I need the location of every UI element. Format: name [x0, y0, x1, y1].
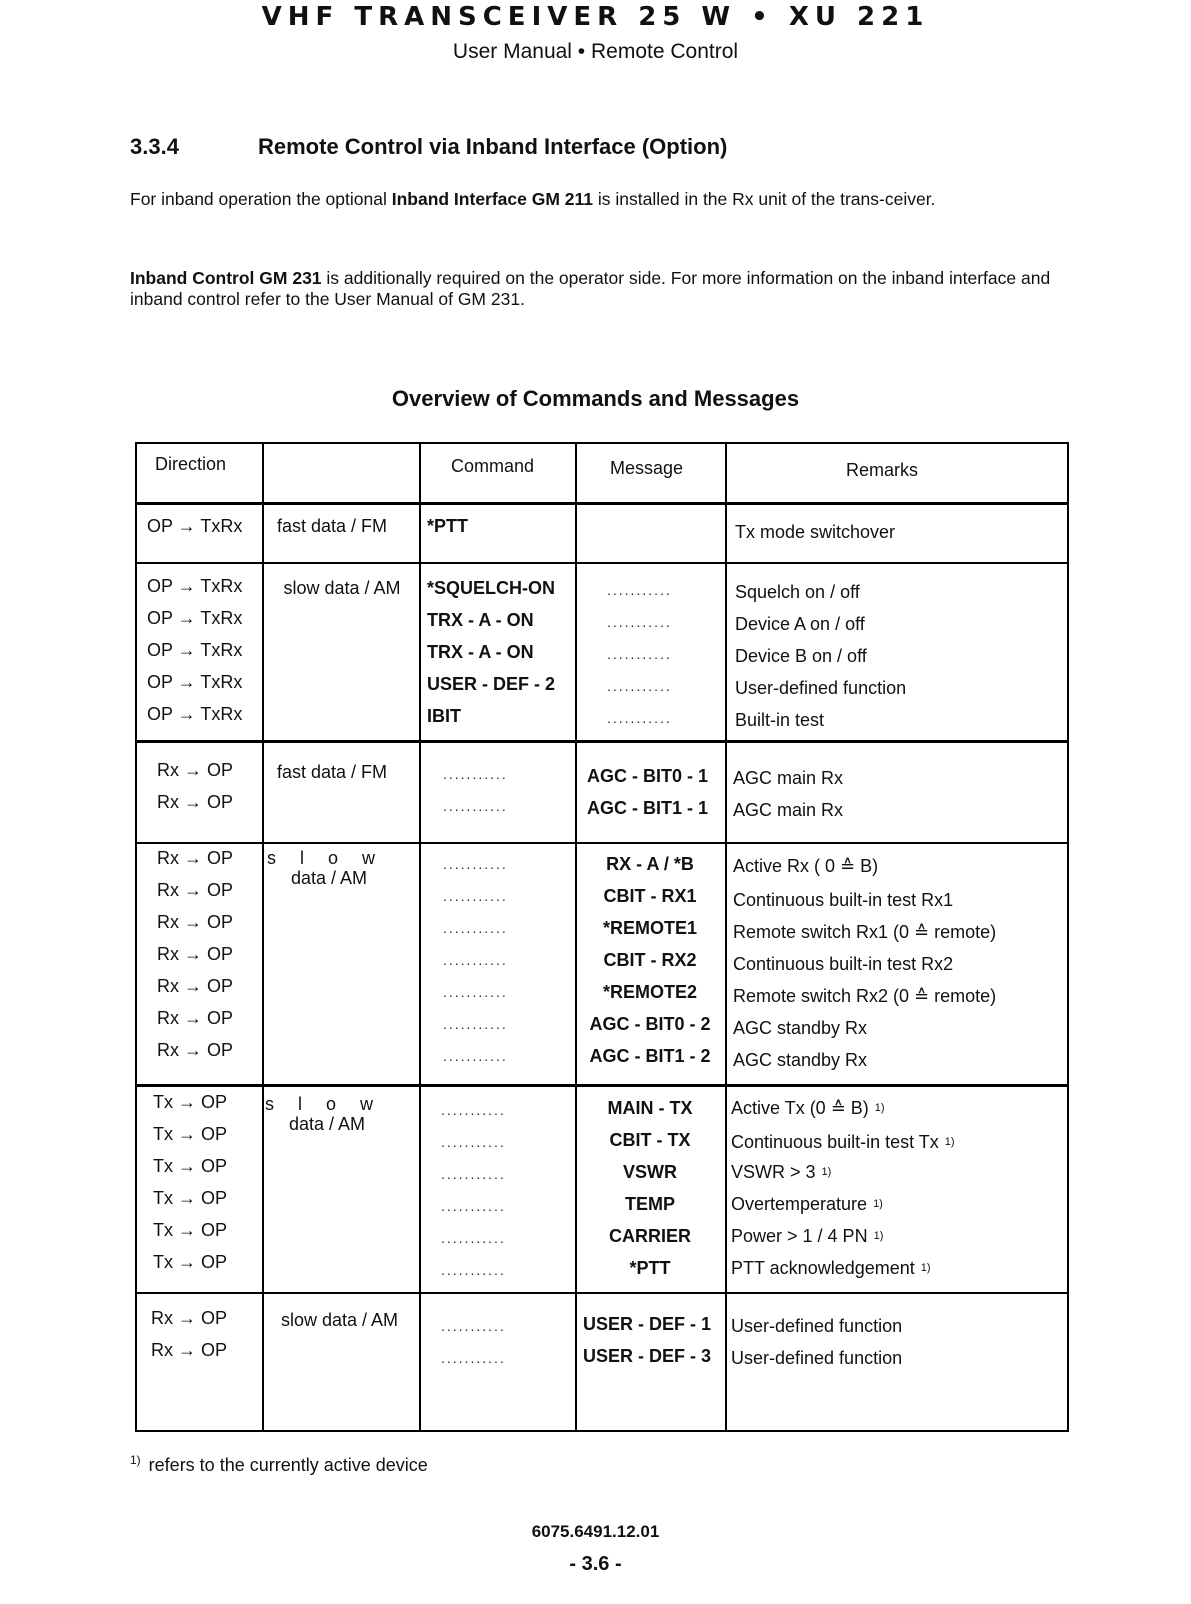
paragraph-1-text-c: is installed in the Rx unit of the trans-ceiver.: [593, 189, 936, 209]
row-remark: [731, 1162, 831, 1182]
row-message: AGC - BIT0 - 1: [587, 766, 709, 786]
row-remark: Continuous built-in test Rx1: [733, 890, 954, 910]
row-direction: Rx → OP: [157, 792, 234, 812]
row-remark: Remote switch Rx1 (0 ≙ remote): [733, 922, 997, 942]
row-command: *SQUELCH-ON: [427, 578, 556, 598]
row-direction: OP → TxRx: [147, 672, 243, 692]
row-remark: AGC standby Rx: [733, 1050, 868, 1070]
row-dots: ...........: [607, 582, 672, 598]
row-dots: ...........: [441, 1166, 506, 1182]
row-direction: Rx → OP: [151, 1340, 228, 1360]
group-type: slow data / AM: [283, 578, 401, 598]
remark-text: VSWR > 3: [731, 1162, 816, 1182]
footnote-mark: 1): [821, 1166, 832, 1178]
row-dots: ...........: [607, 614, 672, 630]
remark-text: Active Tx (0 ≙ B): [731, 1098, 869, 1118]
row-dots: ...........: [443, 952, 508, 968]
page-number: - 3.6 -: [569, 1553, 622, 1575]
paragraph-2-text-a: Inband Control GM 231: [130, 268, 322, 288]
paragraph-2: [130, 268, 1080, 310]
footnote-mark: 1): [944, 1136, 955, 1148]
row-message: CARRIER: [608, 1226, 691, 1246]
row-command: *PTT: [427, 516, 469, 536]
paragraph-2-text-b: is additionally required on the operator side. For more information on the inband interface and inband control refer to the User Manual of GM 231.: [130, 268, 1051, 309]
row-remark: [731, 1132, 955, 1152]
row-direction: Rx → OP: [157, 848, 234, 868]
section-heading: [130, 134, 727, 160]
row-message: VSWR: [623, 1162, 677, 1182]
row-direction: Rx → OP: [157, 880, 234, 900]
group-type-bottom: data / AM: [291, 868, 368, 888]
row-dots: ...........: [443, 920, 508, 936]
row-message: TEMP: [624, 1194, 675, 1214]
footnote-mark: 1): [873, 1198, 883, 1210]
group-type: slow data / AM: [280, 1310, 399, 1330]
row-remark: Squelch on / off: [735, 582, 860, 602]
row-remark: AGC standby Rx: [733, 1018, 868, 1038]
row-dots: ...........: [441, 1198, 506, 1214]
row-message: AGC - BIT1 - 2: [589, 1046, 711, 1066]
row-direction: Rx → OP: [157, 1008, 234, 1028]
row-dots: ...........: [607, 646, 672, 662]
row-message: *REMOTE2: [602, 982, 698, 1002]
footnote-mark: 1): [873, 1230, 884, 1242]
row-direction: Rx → OP: [151, 1308, 228, 1328]
row-direction: OP → TxRx: [147, 608, 243, 628]
row-direction: Tx → OP: [153, 1188, 228, 1208]
row-message: AGC - BIT1 - 1: [587, 798, 709, 818]
row-remark: Tx mode switchover: [735, 522, 896, 542]
row-remark: User-defined function: [735, 678, 907, 698]
row-direction: OP → TxRx: [147, 576, 243, 596]
row-dots: ...........: [441, 1350, 506, 1366]
group-type-top: slow: [265, 1094, 398, 1114]
row-remark: User-defined function: [731, 1316, 903, 1336]
row-direction: OP → TxRx: [147, 640, 243, 660]
row-direction: Tx → OP: [153, 1124, 228, 1144]
row-dots: ...........: [441, 1134, 506, 1150]
header-command: Command: [451, 456, 535, 476]
row-dots: ...........: [441, 1318, 506, 1334]
row-remark: [731, 1098, 885, 1118]
group-type-top: slow: [267, 848, 400, 868]
footnote-mark: 1): [920, 1262, 931, 1274]
row-message: RX - A / *B: [606, 854, 694, 874]
row-direction: Rx → OP: [157, 976, 234, 996]
remark-text: Power > 1 / 4 PN: [731, 1226, 868, 1246]
paragraph-1-text-a: For inband operation the optional: [130, 189, 392, 209]
row-dots: ...........: [443, 766, 508, 782]
row-message: MAIN - TX: [607, 1098, 693, 1118]
paragraph-1-text-b: Inband Interface GM 211: [391, 189, 594, 209]
row-dots: ...........: [443, 888, 508, 904]
row-direction: Rx → OP: [157, 912, 234, 932]
row-dots: ...........: [441, 1262, 506, 1278]
row-direction: OP → TxRx: [147, 516, 243, 536]
row-dots: ...........: [443, 856, 508, 872]
row-dots: ...........: [441, 1102, 506, 1118]
row-command: USER - DEF - 2: [427, 674, 556, 694]
row-remark: AGC main Rx: [733, 768, 844, 788]
row-remark: Device B on / off: [735, 646, 867, 666]
row-dots: ...........: [441, 1230, 506, 1246]
row-message: USER - DEF - 3: [583, 1346, 712, 1366]
section-number: 3.3.4: [130, 134, 179, 159]
row-direction: Tx → OP: [153, 1156, 228, 1176]
row-remark: Continuous built-in test Rx2: [733, 954, 954, 974]
table-title: Overview of Commands and Messages: [391, 386, 800, 411]
row-command: TRX - A - ON: [427, 642, 534, 662]
row-direction: Tx → OP: [153, 1252, 228, 1272]
remark-text: Overtemperature: [731, 1194, 868, 1214]
row-message: *PTT: [629, 1258, 671, 1278]
row-dots: ...........: [443, 1048, 508, 1064]
header-message: Message: [610, 458, 684, 478]
row-remark: [731, 1258, 931, 1278]
row-remark: AGC main Rx: [733, 800, 844, 820]
header-title: VHF TRANSCEIVER 25 W • XU 221: [261, 2, 930, 32]
row-remark: Built-in test: [735, 710, 825, 730]
row-dots: ...........: [443, 984, 508, 1000]
row-remark: Remote switch Rx2 (0 ≙ remote): [733, 986, 997, 1006]
row-dots: ...........: [607, 710, 672, 726]
row-command: TRX - A - ON: [427, 610, 534, 630]
footnote-mark: 1): [874, 1102, 885, 1114]
row-direction: Rx → OP: [157, 944, 234, 964]
row-direction: Tx → OP: [153, 1092, 228, 1112]
row-remark: Active Rx ( 0 ≙ B): [733, 856, 879, 876]
group-type: fast data / FM: [277, 516, 388, 536]
paragraph-1: [130, 189, 1080, 210]
row-remark: Device A on / off: [735, 614, 865, 634]
row-direction: OP → TxRx: [147, 704, 243, 724]
section-title: Remote Control via Inband Interface (Option): [258, 134, 728, 159]
row-remark: [731, 1226, 883, 1246]
group-type-bottom: data / AM: [289, 1114, 366, 1134]
footnote: [130, 1453, 428, 1476]
row-message: CBIT - RX1: [603, 886, 697, 906]
row-remark: [731, 1194, 883, 1214]
group-type: fast data / FM: [277, 762, 388, 782]
footnote-mark: 1): [130, 1453, 141, 1467]
footnote-text: refers to the currently active device: [148, 1455, 428, 1475]
row-message: USER - DEF - 1: [583, 1314, 712, 1334]
row-direction: Tx → OP: [153, 1220, 228, 1240]
row-dots: ...........: [443, 1016, 508, 1032]
remark-text: PTT acknowledgement: [731, 1258, 915, 1278]
commands-table: [135, 442, 1069, 1432]
row-direction: Rx → OP: [157, 760, 234, 780]
remark-text: Continuous built-in test Tx: [731, 1132, 939, 1152]
row-direction: Rx → OP: [157, 1040, 234, 1060]
row-remark: User-defined function: [731, 1348, 903, 1368]
row-message: AGC - BIT0 - 2: [589, 1014, 711, 1034]
row-message: CBIT - RX2: [603, 950, 697, 970]
row-message: CBIT - TX: [609, 1130, 691, 1150]
row-message: *REMOTE1: [602, 918, 698, 938]
header-direction: Direction: [155, 454, 227, 474]
row-dots: ...........: [607, 678, 672, 694]
row-command: IBIT: [427, 706, 461, 726]
header-remarks: Remarks: [846, 460, 919, 480]
header-subtitle: User Manual • Remote Control: [452, 40, 739, 63]
row-dots: ...........: [443, 798, 508, 814]
document-number: 6075.6491.12.01: [531, 1522, 660, 1541]
